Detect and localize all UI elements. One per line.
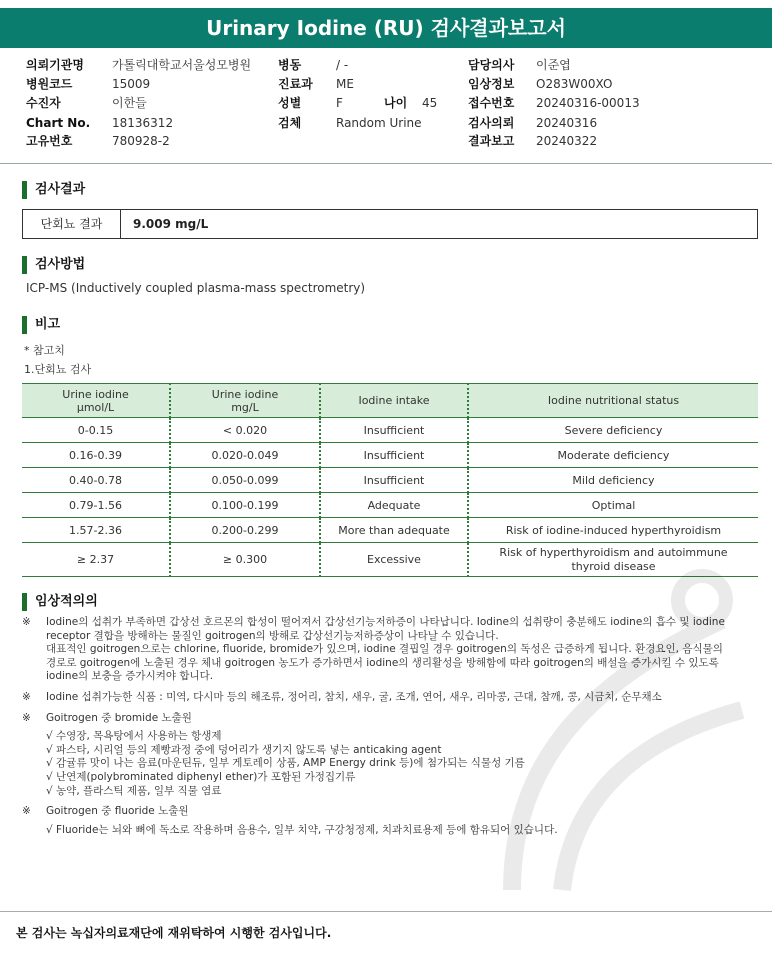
cell-mg: 0.200-0.299: [170, 518, 320, 543]
table-row: [22, 418, 758, 443]
ward-label: 병동: [278, 58, 302, 72]
doctor-value: 이준엽: [536, 58, 571, 72]
hospital-code-label: 병원코드: [26, 77, 73, 91]
result-section-heading: 검사결과: [22, 181, 85, 199]
cell-umol: 0.16-0.39: [22, 443, 170, 468]
unique-no-value: 780928-2: [112, 134, 170, 148]
receipt-value: 20240316-00013: [536, 96, 640, 110]
col-header-umol-line1: Urine iodine: [62, 387, 129, 401]
clinical-p1-line: 경로로 goitrogen에 노출된 경우 체내 goitrogen 농도가 증가하면서 iodine의 생리활성을 방해함에 따라 goitrogen의 배설을 증가시킬 수 있도록: [46, 656, 719, 669]
col-header-umol: [22, 384, 170, 418]
cell-intake: Insufficient: [320, 468, 468, 493]
cell-intake: Adequate: [320, 493, 468, 518]
bromide-heading: Goitrogen 중 bromide 노출원: [46, 711, 192, 724]
table-row: [22, 493, 758, 518]
request-date-value: 20240316: [536, 116, 598, 130]
dept-label: 진료과: [278, 77, 313, 91]
clinical-section-heading: 임상적의의: [22, 593, 98, 611]
list-item: √ 파스타, 시리얼 등의 제빵과정 중에 덩어리가 생기지 않도록 넣는 anticaking agent: [46, 743, 442, 756]
footer-note: 본 검사는 녹십자의료재단에 재위탁하여 시행한 검사입니다.: [16, 926, 332, 940]
cell-status: Moderate deficiency: [468, 443, 758, 468]
unique-no-label: 고유번호: [26, 134, 73, 148]
age-label: 나이: [384, 96, 408, 110]
cell-status-line1: Risk of hyperthyroidism and autoimmune: [499, 545, 728, 559]
cell-intake: Excessive: [320, 543, 468, 577]
list-item: √ Fluoride는 뇌와 뼈에 독소로 작용하며 음용수, 일부 치약, 구강청정제, 치과치료용제 등에 함유되어 있습니다.: [46, 823, 558, 836]
result-label: 단회뇨 결과: [23, 210, 121, 238]
cell-umol: 1.57-2.36: [22, 518, 170, 543]
col-header-status: Iodine nutritional status: [468, 384, 758, 418]
request-org-label: 의뢰기관명: [26, 58, 84, 72]
cell-status-line2: thyroid disease: [571, 559, 656, 573]
chart-no-value: 18136312: [112, 116, 174, 130]
single-urine-note: 1.단회뇨 검사: [24, 363, 92, 376]
hospital-code-value: 15009: [112, 77, 151, 91]
list-item: √ 농약, 플라스틱 제품, 일부 직물 염료: [46, 784, 222, 797]
report-title: Urinary Iodine (RU) 검사결과보고서: [0, 8, 772, 48]
cell-mg: 0.020-0.049: [170, 443, 320, 468]
cell-status: Mild deficiency: [468, 468, 758, 493]
cell-intake: More than adequate: [320, 518, 468, 543]
clinical-p1-line: receptor 결합을 방해하는 물질인 goitrogen의 방해로 갑상선기능저하증상이 나타날 수 있습니다.: [46, 629, 499, 642]
list-item: √ 수영장, 목욕탕에서 사용하는 항생제: [46, 730, 222, 743]
cell-status: Risk of iodine-induced hyperthyroidism: [468, 518, 758, 543]
chart-no-label: Chart No.: [26, 116, 91, 130]
col-header-mg-line2: mg/L: [231, 400, 259, 414]
table-row: [22, 468, 758, 493]
cell-mg: 0.100-0.199: [170, 493, 320, 518]
cell-intake: Insufficient: [320, 418, 468, 443]
ward-value: / -: [336, 58, 349, 72]
cell-mg: ≥ 0.300: [170, 543, 320, 577]
reference-table: [22, 383, 758, 577]
clinical-p1-line: 대표적인 goitrogen으로는 chlorine, fluoride, bromide가 있으며, iodine 결핍일 경우 goitrogen의 독성은 급증하게 됩니다. 환경요인, 음식물의: [46, 643, 723, 656]
clinical-info-label: 임상정보: [468, 77, 515, 91]
col-header-intake: Iodine intake: [320, 384, 468, 418]
receipt-label: 접수번호: [468, 96, 515, 110]
reference-table-header: [22, 384, 758, 418]
reference-mark-icon: ※: [22, 711, 31, 724]
cell-status: Optimal: [468, 493, 758, 518]
specimen-value: Random Urine: [336, 116, 422, 130]
col-header-umol-line2: μmol/L: [76, 400, 115, 414]
col-header-mg: [170, 384, 320, 418]
report-date-label: 결과보고: [468, 134, 515, 148]
request-org-value: 가톨릭대학교서울성모병원: [112, 58, 252, 72]
cell-umol: 0-0.15: [22, 418, 170, 443]
cell-intake: Insufficient: [320, 443, 468, 468]
sex-value: F: [336, 96, 343, 110]
doctor-label: 담당의사: [468, 58, 515, 72]
clinical-info-value: O283W00XO: [536, 77, 613, 91]
report-date-value: 20240322: [536, 134, 598, 148]
col-header-mg-line1: Urine iodine: [211, 387, 279, 401]
cell-umol: ≥ 2.37: [22, 543, 170, 577]
header-divider: [0, 163, 772, 164]
sex-label: 성별: [278, 96, 302, 110]
cell-status: Severe deficiency: [468, 418, 758, 443]
cell-mg: < 0.020: [170, 418, 320, 443]
footer-divider: [0, 911, 772, 912]
remarks-section-heading: 비고: [22, 316, 60, 334]
table-row: [22, 518, 758, 543]
clinical-p1-line: Iodine의 섭취가 부족하면 갑상선 호르몬의 합성이 떨어져서 갑상선기능저하증이 나타납니다. Iodine의 섭취량이 충분해도 iodine의 흡수 및 iodine: [46, 616, 725, 628]
table-row: [22, 443, 758, 468]
cell-mg: 0.050-0.099: [170, 468, 320, 493]
reference-mark-icon: ※: [22, 805, 31, 818]
list-item: √ 난연제(polybrominated diphenyl ether)가 포함된 가정집기류: [46, 770, 356, 783]
patient-value: 이한들: [112, 96, 147, 110]
method-text: ICP-MS (Inductively coupled plasma-mass spectrometry): [26, 281, 366, 295]
reference-mark-icon: ※: [22, 616, 31, 628]
list-item: √ 감귤류 맛이 나는 음료(마운틴듀, 일부 게토레이 상품, AMP Energy drink 등)에 첨가되는 식물성 기름: [46, 757, 525, 770]
watermark-logo-icon: [472, 560, 762, 900]
dept-value: ME: [336, 77, 354, 91]
cell-umol: 0.79-1.56: [22, 493, 170, 518]
clinical-p1-line: iodine의 보충을 증가시켜야 합니다.: [46, 670, 214, 683]
fluoride-heading: Goitrogen 중 fluoride 노출원: [46, 805, 189, 818]
age-value: 45: [422, 96, 438, 110]
patient-label: 수진자: [26, 96, 61, 110]
iodine-foods-text: Iodine 섭취가능한 식품 : 미역, 다시마 등의 해조류, 정어리, 참치, 새우, 굴, 조개, 연어, 새우, 리마콩, 근대, 참깨, 콩, 시금치, 순무채소: [46, 690, 662, 703]
specimen-label: 검체: [278, 116, 302, 130]
reference-note: * 참고치: [24, 344, 65, 357]
reference-mark-icon: ※: [22, 690, 31, 703]
result-value: 9.009 mg/L: [133, 217, 209, 231]
cell-umol: 0.40-0.78: [22, 468, 170, 493]
request-date-label: 검사의뢰: [468, 116, 515, 130]
result-box: [22, 209, 758, 239]
method-section-heading: 검사방법: [22, 256, 85, 274]
